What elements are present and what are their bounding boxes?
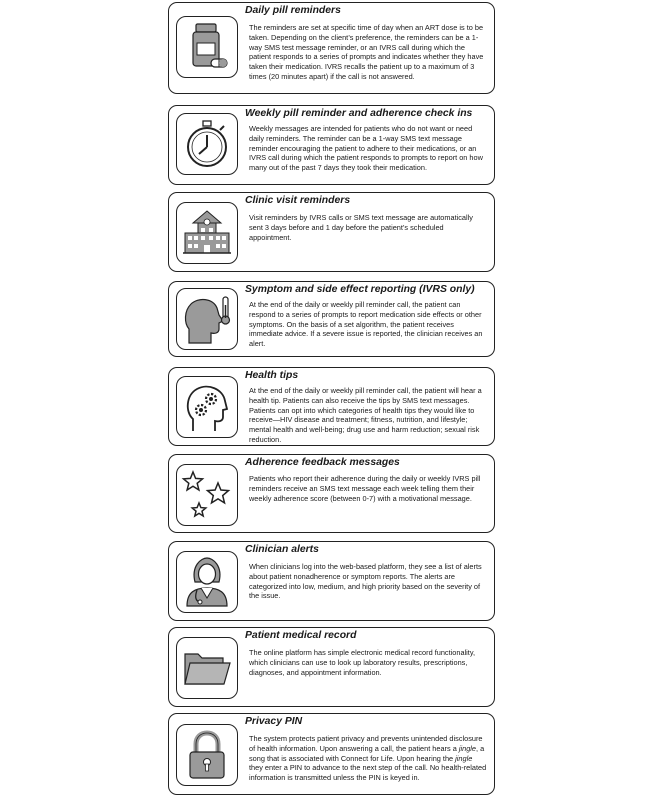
pill-bottle-icon-box (176, 16, 238, 78)
card-title: Health tips (245, 370, 299, 381)
hospital-icon (181, 207, 233, 259)
card-text (249, 734, 488, 783)
card-title: Clinician alerts (245, 544, 319, 555)
clinician-icon (181, 556, 233, 608)
head-thermometer-icon-box (176, 288, 238, 350)
stopwatch-icon-box (176, 113, 238, 175)
card-text: Patients who report their adherence during the daily or weekly IVRS pill reminders receive an SMS text message each week telling them their weekly adherence score (between 0-7) with a motivational message. (249, 474, 481, 503)
head-thermometer-icon (181, 293, 233, 345)
card-health-tips (168, 367, 495, 446)
card-weekly-pill-reminder (168, 105, 495, 185)
hospital-icon-box (176, 202, 238, 264)
card-text-part: they enter a PIN to advance to the next step of the call. No health-related information is transmitted unless the PIN is keyed in. (249, 763, 487, 783)
card-text: The online platform has simple electronic medical record functionality, which clinicians can use to look up laboratory results, prescriptions, diagnoses, and appointment information. (249, 648, 475, 677)
card-patient-medical-record (168, 627, 495, 707)
card-text: At the end of the daily or weekly pill reminder call, the patient will hear a health tip. Patients can also receive the tips by SMS text messages. Patients can opt into which categories of health tips they would like to receive—HIV disease and treatment; fitness, nutrition, and lifestyle; mental health and well-being; drug use and harm reduction; sexual risk reduction. (249, 386, 482, 444)
head-gears-icon (181, 381, 233, 433)
folder-icon (181, 642, 233, 694)
head-gears-icon-box (176, 376, 238, 438)
card-text: Visit reminders by IVRS calls or SMS text message are automatically sent 3 days before and 1 day before the patient’s scheduled appointment. (249, 213, 473, 242)
card-clinician-alerts (168, 541, 495, 621)
card-text-part: , a song that is associated with Connect for Life. Upon hearing the (249, 743, 485, 763)
card-title: Daily pill reminders (245, 5, 341, 16)
card-text-emphasis: jingle (458, 743, 476, 753)
folder-icon-box (176, 637, 238, 699)
card-title: Clinic visit reminders (245, 195, 351, 206)
padlock-icon (181, 729, 233, 781)
card-privacy-pin (168, 713, 495, 795)
card-text-emphasis: jingle (455, 753, 473, 763)
card-symptom-reporting (168, 281, 495, 357)
card-text: When clinicians log into the web-based platform, they see a list of alerts about patient nonadherence or symptom reports. The alerts are categorized into low, medium, and high priority based on the severity of the issue. (249, 562, 482, 601)
card-text: At the end of the daily or weekly pill reminder call, the patient can respond to a series of prompts to report medication side effects or other symptoms. On the basis of a set algorithm, the patient receives immediate advice. If a severe issue is reported, the clinician receives an alert. (249, 300, 483, 349)
card-title: Privacy PIN (245, 716, 303, 727)
card-title: Weekly pill reminder and adherence check ins (245, 108, 473, 119)
stopwatch-icon (181, 118, 233, 170)
card-text: The reminders are set at specific time of day when an ART dose is to be taken. Depending on the client’s preference, the reminders can be a 1-way SMS test message reminder, or an IVRS call during which the patient responds to a series of prompts and indicates whether they have taken their medication. IVRS recalls the patient up to a maximum of 3 times (20 minutes apart) if the call is not answered. (249, 23, 484, 81)
stars-icon (181, 469, 233, 521)
card-text-part: The system protects patient privacy and prevents unintended disclosure of health information. Upon answering a call, the patient hears a (249, 734, 483, 753)
padlock-icon-box (176, 724, 238, 786)
card-title: Adherence feedback messages (245, 457, 400, 468)
card-title: Patient medical record (245, 630, 357, 641)
clinician-icon-box (176, 551, 238, 613)
card-clinic-visit-reminders (168, 192, 495, 272)
stars-icon-box (176, 464, 238, 526)
pill-bottle-icon (181, 21, 233, 73)
card-adherence-feedback (168, 454, 495, 533)
card-daily-pill-reminders (168, 2, 495, 94)
card-text: Weekly messages are intended for patients who do not want or need daily reminders. The reminder can be a 1-way SMS text message reminder encouraging the patient to adhere to their medications, or an IVRS call during which the patient responds to prompts to report on how many out of the past 7 days they took their medication. (249, 124, 483, 173)
card-title: Symptom and side effect reporting (IVRS only) (245, 284, 475, 295)
